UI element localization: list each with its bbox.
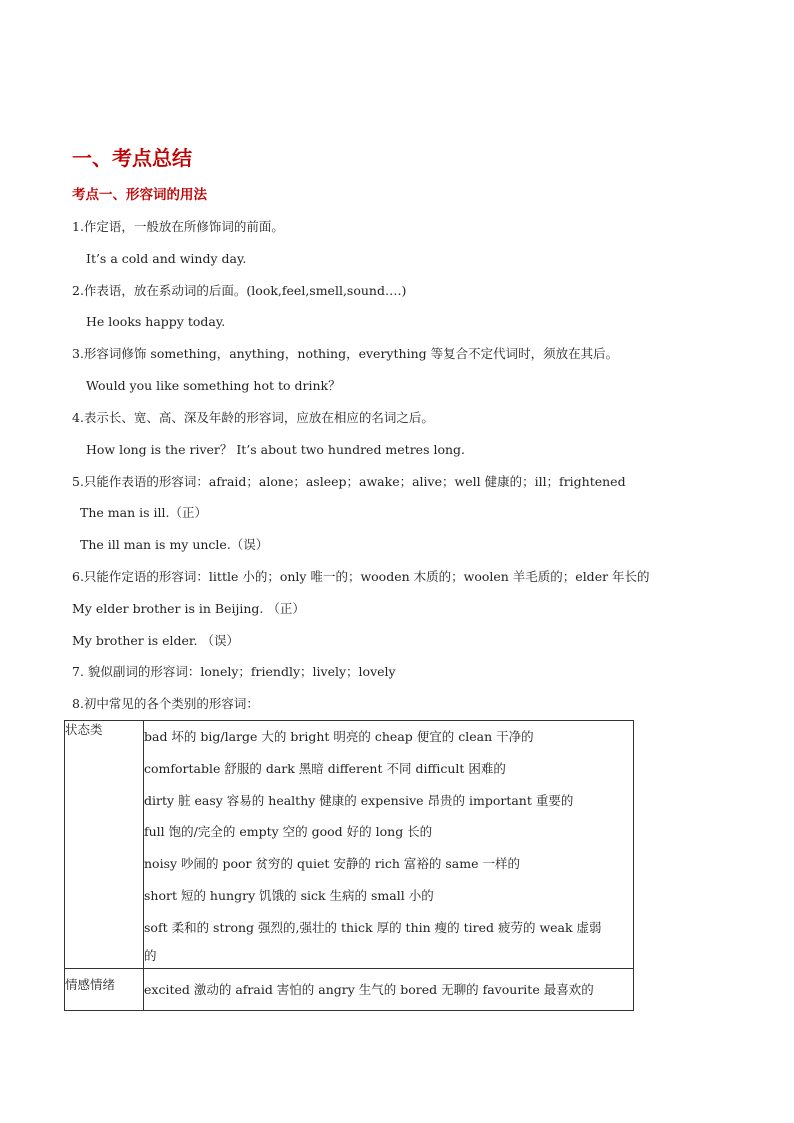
rule-5: 5.只能作表语的形容词：afraid；alone；asleep；awake；alive；well 健康的；ill；frightened (72, 474, 626, 489)
word-line: noisy 吵闹的 poor 贫穷的 quiet 安静的 rich 富裕的 same 一样的 (144, 856, 520, 872)
word-line: dirty 脏 easy 容易的 healthy 健康的 expensive 昂贵的 important 重要的 (144, 792, 574, 808)
rule-4: 4.表示长、宽、高、深及年龄的形容词，应放在相应的名词之后。 (72, 410, 434, 425)
word-line: full 饱的/完全的 empty 空的 good 好的 long 长的 (144, 824, 433, 840)
point-title: 考点一、形容词的用法 (72, 187, 207, 203)
table-row (65, 968, 634, 1011)
example-1: It’s a cold and windy day. (86, 251, 247, 266)
example-4: How long is the river？ It’s about two hundred metres long. (86, 442, 466, 457)
rule-7: 7. 貌似副词的形容词：lonely；friendly；lively；lovely (72, 664, 396, 679)
rule-1: 1.作定语，一般放在所修饰词的前面。 (72, 219, 284, 234)
adjective-category-table (64, 720, 634, 1011)
word-line: soft 柔和的 strong 强烈的,强壮的 thick 厚的 thin 瘦的 tired 疲劳的 weak 虚弱 (144, 919, 602, 935)
word-line: 的 (144, 947, 157, 963)
word-line: excited 激动的 afraid 害怕的 angry 生气的 bored 无聊的 favourite 最喜欢的 (144, 981, 594, 997)
rule-8: 8.初中常见的各个类别的形容词： (72, 696, 259, 711)
example-6a: My elder brother is in Beijing. （正） (72, 601, 305, 616)
rule-6: 6.只能作定语的形容词：little 小的；only 唯一的；wooden 木质的；woolen 羊毛质的；elder 年长的 (72, 569, 650, 584)
table-row (65, 721, 634, 969)
example-3: Would you like something hot to drink？ (86, 378, 341, 393)
word-line: bad 坏的 big/large 大的 bright 明亮的 cheap 便宜的 clean 干净的 (144, 729, 534, 744)
example-5a: The man is ill.（正） (80, 505, 207, 520)
rule-2: 2.作表语，放在系动词的后面。(look,feel,smell,sound….) (72, 283, 407, 298)
word-line: short 短的 hungry 饥饿的 sick 生病的 small 小的 (144, 887, 434, 903)
example-6b: My brother is elder. （误） (72, 633, 239, 648)
section-title: 一、考点总结 (72, 146, 192, 170)
category-cell: 情感情绪 (65, 968, 144, 1011)
example-2: He looks happy today. (86, 314, 226, 329)
words-cell (144, 968, 634, 1011)
example-5b: The ill man is my uncle.（误） (80, 537, 269, 552)
rule-3: 3.形容词修饰 something，anything，nothing，everything 等复合不定代词时，须放在其后。 (72, 346, 619, 361)
category-cell: 状态类 (65, 721, 144, 969)
word-line: comfortable 舒服的 dark 黑暗 different 不同 difficult 困难的 (144, 760, 506, 776)
words-cell (144, 721, 634, 969)
